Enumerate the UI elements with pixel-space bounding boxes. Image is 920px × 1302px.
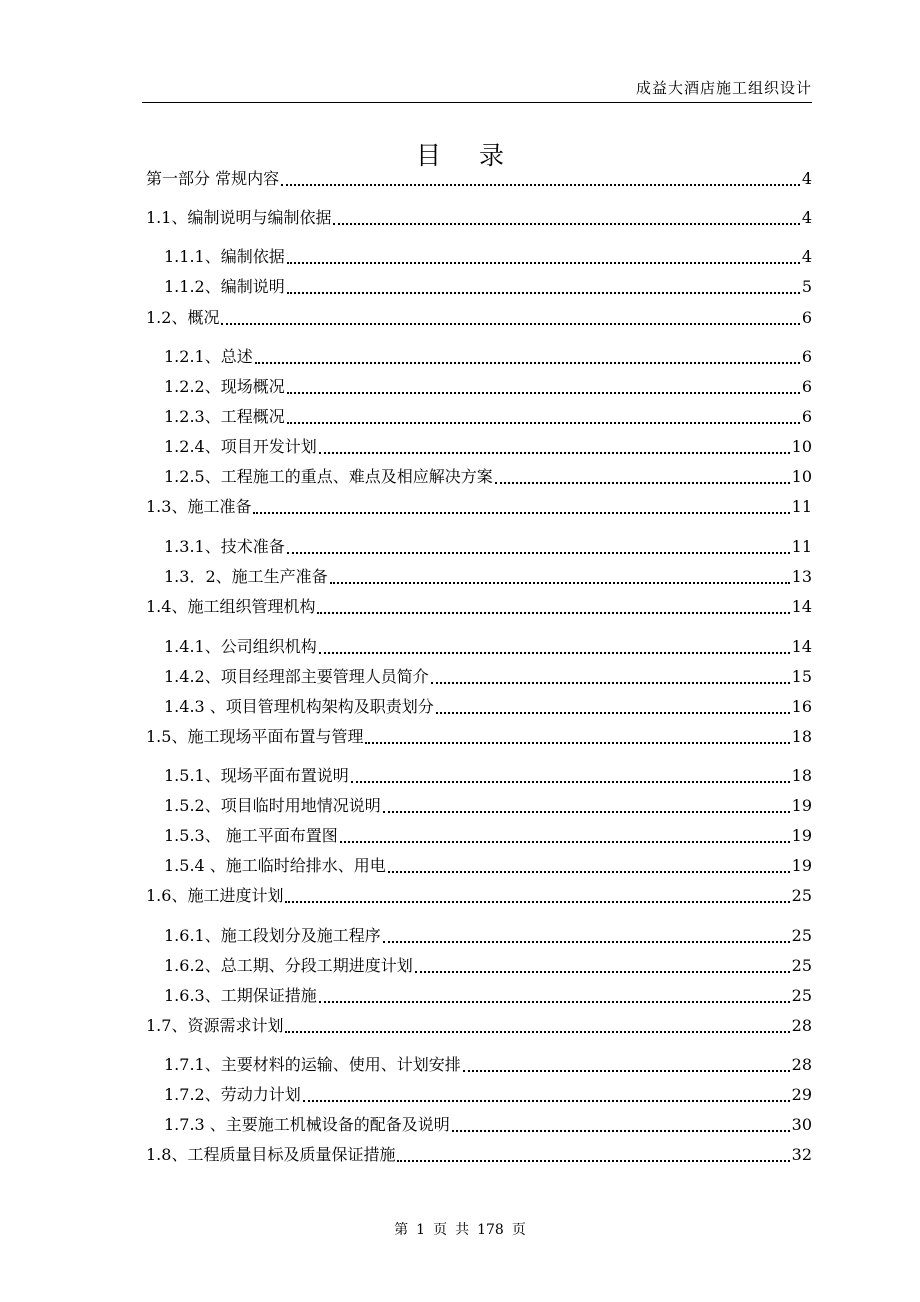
toc-entry[interactable]	[164, 345, 812, 369]
toc-page-number: 6	[801, 377, 812, 396]
toc-entry[interactable]	[164, 405, 812, 429]
toc-dot-leader	[303, 1100, 790, 1102]
toc-entry[interactable]	[164, 984, 812, 1008]
footer-total-pages: 178	[477, 1222, 504, 1238]
toc-page-number: 13	[791, 567, 812, 586]
toc-dot-leader	[285, 1031, 789, 1033]
toc-dot-leader	[463, 1070, 790, 1072]
toc-entry[interactable]	[146, 1014, 812, 1038]
toc-entry-text: 1.2.1、总述	[164, 347, 253, 366]
toc-entry[interactable]	[164, 1113, 812, 1137]
toc-page-number: 14	[791, 637, 812, 656]
footer-suffix: 页	[511, 1222, 526, 1238]
toc-dot-leader	[397, 1160, 789, 1162]
toc-entry[interactable]	[164, 954, 812, 978]
toc-dot-leader	[285, 901, 789, 903]
toc-entry[interactable]	[164, 764, 812, 788]
toc-dot-leader	[221, 323, 799, 325]
toc-entry-text: 1.2.5、工程施工的重点、难点及相应解决方案	[164, 467, 493, 486]
toc-entry[interactable]	[146, 206, 812, 230]
toc-dot-leader	[281, 184, 800, 186]
toc-entry[interactable]	[146, 495, 812, 519]
toc-page-number: 29	[791, 1085, 812, 1104]
toc-dot-leader	[431, 682, 790, 684]
toc-page-number: 10	[791, 437, 812, 456]
toc-entry-text: 1.5.2、项目临时用地情况说明	[164, 796, 381, 815]
toc-entry[interactable]	[146, 725, 812, 749]
toc-entry[interactable]	[164, 665, 812, 689]
toc-entry[interactable]	[164, 565, 812, 589]
toc-entry[interactable]	[164, 635, 812, 659]
toc-page-number: 5	[801, 277, 812, 296]
toc-entry-text: 1.6.2、总工期、分段工期进度计划	[164, 956, 413, 975]
toc-dot-leader	[452, 1130, 790, 1132]
toc-entry[interactable]	[164, 1083, 812, 1107]
toc-dot-leader	[351, 781, 790, 783]
toc-page-number: 19	[791, 856, 812, 875]
toc-entry-text: 1.5、施工现场平面布置与管理	[146, 727, 364, 746]
toc-entry-text: 1.7、资源需求计划	[146, 1016, 284, 1035]
table-of-contents	[146, 0, 812, 1302]
toc-dot-leader	[317, 612, 789, 614]
toc-page-number: 16	[791, 697, 812, 716]
toc-page-number: 4	[801, 247, 812, 266]
toc-entry[interactable]	[164, 535, 812, 559]
toc-entry-text: 1.4、施工组织管理机构	[146, 597, 316, 616]
footer-current-page: 1	[416, 1222, 426, 1238]
toc-entry-text: 1.1、编制说明与编制依据	[146, 208, 332, 227]
toc-dot-leader	[319, 652, 790, 654]
toc-entry-text: 1.7.1、主要材料的运输、使用、计划安排	[164, 1055, 461, 1074]
toc-page-number: 25	[791, 926, 812, 945]
toc-dot-leader	[495, 482, 790, 484]
toc-entry-text: 1.5.3、 施工平面布置图	[164, 826, 338, 845]
toc-dot-leader	[319, 452, 790, 454]
toc-page-number: 4	[801, 169, 812, 188]
toc-entry[interactable]	[164, 794, 812, 818]
toc-page-number: 30	[791, 1115, 812, 1134]
toc-entry-text: 1.1.2、编制说明	[164, 277, 285, 296]
toc-entry-text: 1.4.1、公司组织机构	[164, 637, 317, 656]
toc-page-number: 28	[791, 1016, 812, 1035]
toc-entry-text: 1.4.3 、项目管理机构架构及职责划分	[164, 697, 434, 716]
footer-prefix: 第	[394, 1222, 409, 1238]
toc-entry[interactable]	[146, 306, 812, 330]
toc-entry-text: 1.2.4、项目开发计划	[164, 437, 317, 456]
toc-entry-text: 1.3．2、施工生产准备	[164, 567, 328, 586]
page-footer	[0, 1219, 920, 1239]
toc-page-number: 18	[791, 727, 812, 746]
toc-dot-leader	[255, 362, 800, 364]
document-title: 成益大酒店施工组织设计	[635, 79, 812, 97]
toc-page-number: 25	[791, 986, 812, 1005]
toc-dot-leader	[383, 941, 790, 943]
toc-entry-text: 第一部分 常规内容	[146, 169, 280, 188]
toc-page-number: 15	[791, 667, 812, 686]
toc-entry-text: 1.3.1、技术准备	[164, 537, 285, 556]
toc-dot-leader	[365, 742, 789, 744]
toc-dot-leader	[287, 552, 790, 554]
toc-entry[interactable]	[146, 167, 812, 191]
toc-entry[interactable]	[164, 695, 812, 719]
toc-page-number: 6	[801, 347, 812, 366]
toc-page-number: 19	[791, 796, 812, 815]
toc-entry[interactable]	[164, 465, 812, 489]
toc-page-number: 11	[791, 497, 812, 516]
toc-dot-leader	[319, 1001, 790, 1003]
toc-entry-text: 1.2.2、现场概况	[164, 377, 285, 396]
toc-dot-leader	[253, 512, 789, 514]
toc-entry-text: 1.4.2、项目经理部主要管理人员简介	[164, 667, 429, 686]
toc-dot-leader	[383, 811, 790, 813]
toc-page-number: 11	[791, 537, 812, 556]
toc-dot-leader	[330, 582, 790, 584]
toc-entry-text: 1.7.2、劳动力计划	[164, 1085, 301, 1104]
toc-page-number: 18	[791, 766, 812, 785]
toc-entry[interactable]	[146, 595, 812, 619]
toc-entry-text: 1.6.3、工期保证措施	[164, 986, 317, 1005]
toc-entry-text: 1.2、概况	[146, 308, 220, 327]
toc-page-number: 6	[801, 407, 812, 426]
toc-heading: 目录	[415, 141, 542, 170]
toc-entry[interactable]	[164, 824, 812, 848]
toc-dot-leader	[388, 871, 790, 873]
toc-entry-text: 1.1.1、编制依据	[164, 247, 285, 266]
toc-page-number: 25	[791, 956, 812, 975]
toc-entry[interactable]	[146, 884, 812, 908]
toc-dot-leader	[287, 422, 800, 424]
toc-dot-leader	[287, 392, 800, 394]
toc-entry[interactable]	[164, 245, 812, 269]
toc-page-number: 32	[791, 1145, 812, 1164]
toc-entry-text: 1.5.1、现场平面布置说明	[164, 766, 349, 785]
toc-entry[interactable]	[164, 375, 812, 399]
toc-entry[interactable]	[146, 1143, 812, 1167]
toc-dot-leader	[415, 971, 790, 973]
toc-entry-text: 1.3、施工准备	[146, 497, 252, 516]
toc-dot-leader	[436, 712, 790, 714]
toc-entry[interactable]	[164, 924, 812, 948]
toc-page-number: 10	[791, 467, 812, 486]
toc-page-number: 25	[791, 886, 812, 905]
toc-entry[interactable]	[164, 275, 812, 299]
toc-entry-text: 1.5.4 、施工临时给排水、用电	[164, 856, 386, 875]
toc-entry[interactable]	[164, 854, 812, 878]
toc-entry[interactable]	[164, 1053, 812, 1077]
toc-entry-text: 1.8、工程质量目标及质量保证措施	[146, 1145, 396, 1164]
toc-dot-leader	[333, 223, 799, 225]
toc-page-number: 28	[791, 1055, 812, 1074]
toc-page-number: 4	[801, 208, 812, 227]
toc-entry[interactable]	[164, 435, 812, 459]
footer-total-word: 共	[455, 1222, 470, 1238]
toc-entry-text: 1.6.1、施工段划分及施工程序	[164, 926, 381, 945]
toc-entry-text: 1.2.3、工程概况	[164, 407, 285, 426]
toc-page-number: 19	[791, 826, 812, 845]
footer-page-word: 页	[433, 1222, 448, 1238]
toc-page-number: 14	[791, 597, 812, 616]
toc-page-number: 6	[801, 308, 812, 327]
toc-dot-leader	[287, 292, 800, 294]
toc-entry-text: 1.7.3 、主要施工机械设备的配备及说明	[164, 1115, 450, 1134]
toc-dot-leader	[287, 262, 800, 264]
toc-entry-text: 1.6、施工进度计划	[146, 886, 284, 905]
toc-dot-leader	[340, 841, 790, 843]
